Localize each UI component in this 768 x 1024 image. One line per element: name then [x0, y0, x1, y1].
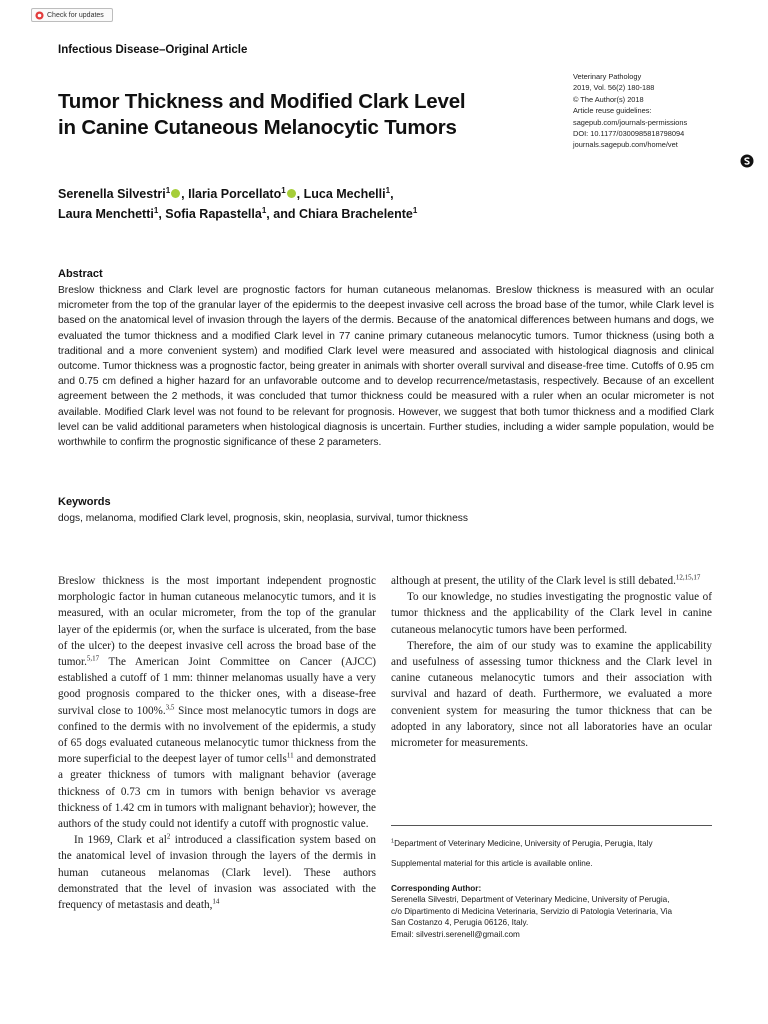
title-line-2: in Canine Cutaneous Melanocytic Tumors [58, 116, 457, 139]
reuse-guidelines-label: Article reuse guidelines: [573, 106, 652, 116]
orcid-icon[interactable] [171, 189, 180, 198]
orcid-icon[interactable] [287, 189, 296, 198]
affiliation-footnote: $^1$Department of Veterinary Medicine, University of Perugia, Perugia, Italy [391, 838, 653, 848]
author-name: Laura Menchetti [58, 207, 154, 221]
journal-home-link[interactable]: journals.sagepub.com/home/vet [573, 140, 678, 150]
author-name: Serenella Silvestri [58, 187, 166, 201]
author-name: Sofia Rapastella [165, 207, 262, 221]
abstract-heading: Abstract [58, 268, 103, 280]
corresponding-author-heading: Corresponding Author: [391, 884, 482, 893]
title-line-1: Tumor Thickness and Modified Clark Level [58, 90, 466, 113]
copyright: © The Author(s) 2018 [573, 94, 644, 104]
journal-volume: 2019, Vol. 56(2) 180-188 [573, 83, 655, 93]
supplemental-note: Supplemental material for this article is available online. [391, 859, 593, 868]
journal-meta [573, 71, 753, 151]
check-for-updates-badge[interactable] [31, 8, 113, 22]
body-paragraph: although at present, the utility of the Clark level is still debated.$^{12,15,17}$ [391, 573, 701, 587]
keywords-heading: Keywords [58, 496, 111, 508]
body-column-left [58, 573, 376, 913]
doi[interactable]: DOI: 10.1177/0300985818798094 [573, 129, 685, 139]
corresponding-email[interactable]: Email: silvestri.serenell@gmail.com [391, 929, 520, 939]
corresponding-author-details: Serenella Silvestri, Department of Veterinary Medicine, University of Perugia, c/o Dipartimento di Medicina Veterinaria, Servizio di Patologia Veterinaria, Via San Costanzo 4, Perugia 06126, Italy. Email: silvestri.serenell@gmail.com [391, 894, 721, 940]
body-paragraph: Therefore, the aim of our study was to examine the applicability and usefulness of assessing tumor thickness and the Clark level in canine cutaneous melanocytic tumors and their association with survival and hazard of death. Furthermore, we evaluated a more convenient system for measuring the tumor thickness that can be adopted in any laboratory, since not all laboratories have an ocular micrometer for measurements. [391, 639, 712, 750]
article-title [58, 89, 538, 141]
body-column-right [391, 573, 712, 751]
author-name: Luca Mechelli [303, 187, 386, 201]
body-paragraph: Breslow thickness is the most important independent prognostic morphologic factor in human cutaneous melanocytic tumors, and it is measured, with an ocular micrometer, from the top of the granular layer of the epidermis (or, when the surface is ulcerated, from the base of the ulcer) to the deepest invasive cell across the broad base of the tumor.$^{5,17}$ The American Joint Committee on Cancer (AJCC) established a cutoff of 1 mm: thinner melanomas usually have a very good prognosis compared to the thicker ones, with a disease-free survival close to 100%.$^{3,5}$ Since most melanocytic tumors in dogs are confined to the dermis with no involvement of the epidermis, a study of 65 dogs evaluated cutaneous melanocytic tumor thickness from the more superficial to the deepest layer of tumor cells$^{11}$ and demonstrated a greater thickness of tumors with malignant behavior (average thickness of 0.73 cm in tumors with benign behavior vs average thickness of 1.42 cm in tumors with malignant behavior); however, the authors of the study could not identify a cutoff with prognostic value. [58, 575, 376, 831]
body-paragraph: In 1969, Clark et $al^2$ introduced a classification system based on the anatomical level of invasion through the layers of the dermis in human cutaneous melanomas (Clark level). These authors demonstrated that the level of invasion was associated with the frequency of metastasis and death,$^{14}$ [58, 832, 376, 912]
abstract-text: Breslow thickness and Clark level are prognostic factors for human cutaneous melanomas. Breslow thickness is measured with an ocular micrometer from the top of the granular layer of the epidermis to the deepest invasive cell across the broad base of the tumor, while Clark level is based on the anatomical level of invasion through the layers of the dermis. Because of the anatomical differences between humans and dogs, we evaluated the tumor thickness and a modified Clark level in 77 canine primary cutaneous melanocytic tumors. Tumor thickness (using both a traditional and a more convenient system) and modified Clark level were measured and associated with histological diagnosis and clinical outcome. Tumor thickness was a prognostic factor, being greater in animals with shorter overall survival and disease-free time. Cutoffs of 0.95 cm and 0.75 cm defined a higher hazard for an unfavorable outcome and to develop recurrence/metastasis, respectively. Because of an excellent agreement between the 2 methods, it was concluded that tumor thickness could be measured with a ruler when an ocular micrometer is not available. Modified Clark level was not found to be relevant for prognosis. However, we suggest that both tumor thickness and a modified Clark level can be valid additional parameters when histological diagnosis is uncertain. Further studies, including a wider sample population, would be worthwhile to confirm the prognostic significance of these 2 parameters. [58, 285, 714, 449]
author-name: Ilaria Porcellato [188, 187, 282, 201]
author-list: Serenella Silvestri$^1$ , Ilaria Porcellato$^1$ , Luca Mechelli$^1$, Laura Menchetti$^1$, Sofia Rapastella$^1$, and Chiara Brachelente$^1$ [58, 185, 418, 221]
journal-name: Veterinary Pathology [573, 72, 642, 81]
body-paragraph: To our knowledge, no studies investigating the prognostic value of tumor thickness and the applicability of the Clark level in canine cutaneous melanocytic tumors have been performed. [391, 591, 712, 636]
author-name: Chiara Brachelente [298, 207, 413, 221]
article-type: Infectious Disease–Original Article [58, 44, 248, 56]
update-icon [35, 11, 44, 20]
footnote-divider [391, 825, 712, 826]
sage-logo-icon [740, 154, 754, 168]
permissions-link[interactable]: sagepub.com/journals-permissions [573, 117, 688, 127]
check-for-updates-label: Check for updates [47, 11, 104, 19]
keywords-text: dogs, melanoma, modified Clark level, prognosis, skin, neoplasia, survival, tumor thickness [58, 513, 468, 524]
